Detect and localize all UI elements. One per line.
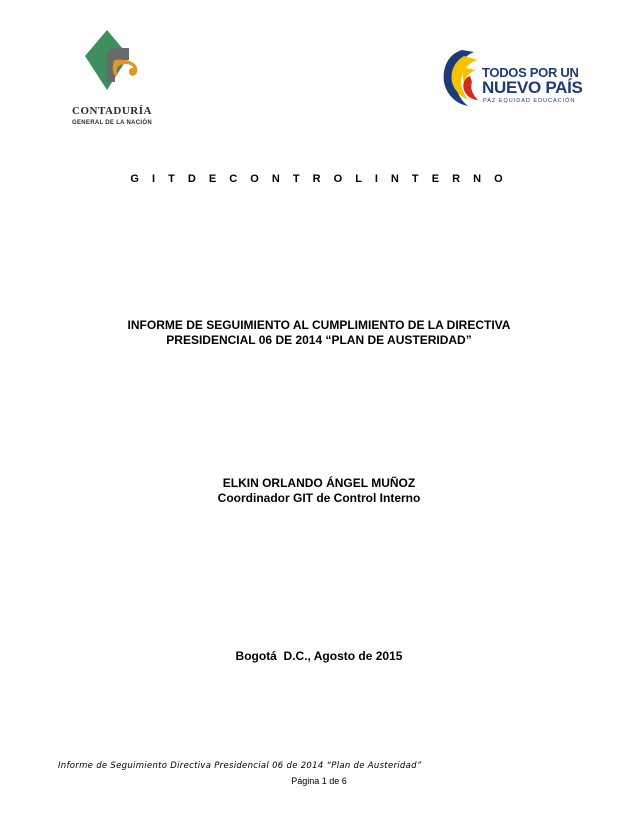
section-title: G I T D E C O N T R O L I N T E R N O	[130, 173, 508, 185]
todos-por-un-nuevo-pais-logo	[440, 48, 590, 108]
place-date: Bogotá D.C., Agosto de 2015	[235, 649, 403, 663]
report-title	[0, 318, 638, 348]
todos-por-un-nuevo-pais-logo-icon	[440, 48, 482, 108]
logo-slogan-line3: PAZ EQUIDAD EDUCACIÓN	[483, 98, 576, 104]
page-number: Página 1 de 6	[291, 776, 347, 786]
author-name: ELKIN ORLANDO ÁNGEL MUÑOZ	[222, 476, 416, 490]
logo-slogan-line1: TODOS POR UN	[482, 65, 579, 80]
author-block	[0, 476, 638, 506]
report-title-line2: PRESIDENCIAL 06 DE 2014 “PLAN DE AUSTERIDAD”	[166, 333, 472, 347]
logo-slogan-line2: NUEVO PAÍS	[482, 78, 583, 97]
report-title-line1: INFORME DE SEGUIMIENTO AL CUMPLIMIENTO DE LA DIRECTIVA	[127, 318, 511, 332]
footer-text: Informe de Seguimiento Directiva Presidencial 06 de 2014 “Plan de Austeridad”	[58, 761, 422, 771]
contaduria-logo-icon	[85, 30, 145, 102]
author-role: Coordinador GIT de Control Interno	[217, 491, 421, 505]
logo-org-subtitle: GENERAL DE LA NACIÓN	[72, 120, 153, 126]
contaduria-logo	[70, 30, 180, 135]
logo-org-name: CONTADURÍA	[72, 105, 152, 117]
